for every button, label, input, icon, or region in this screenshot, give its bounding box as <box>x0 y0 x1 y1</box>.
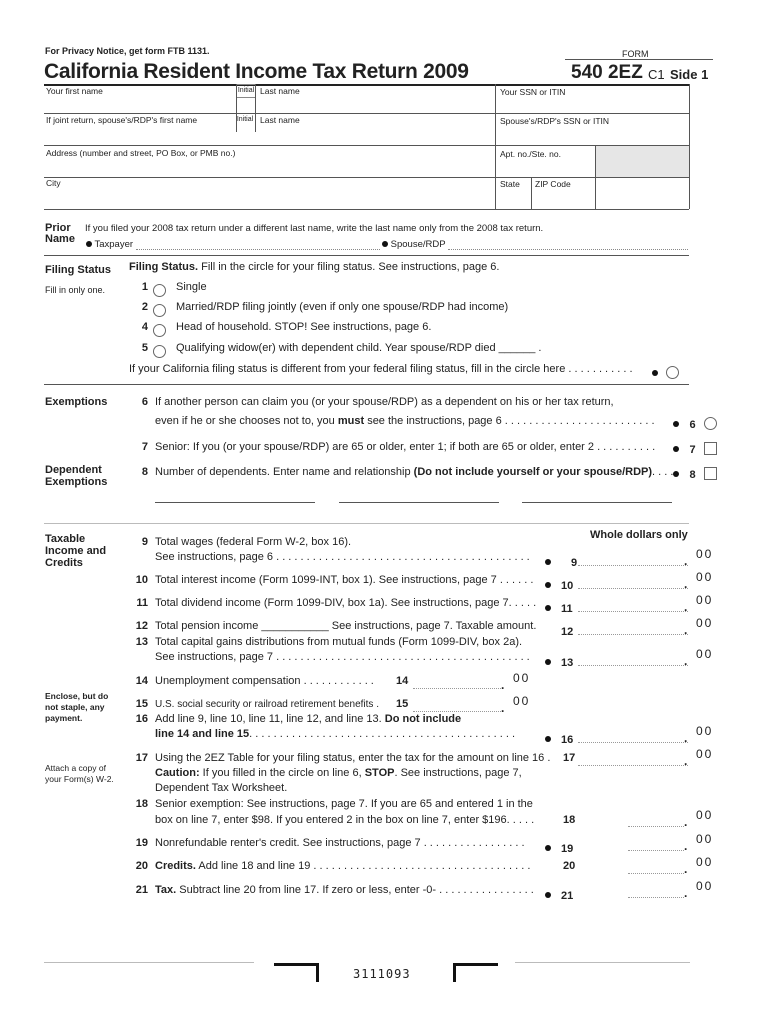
taxable-label: Taxable <box>45 533 86 545</box>
decimal-point: . <box>684 839 688 853</box>
line15-num: 15 <box>135 698 148 710</box>
taxpayer-field[interactable] <box>136 249 380 250</box>
line18-amount[interactable] <box>628 812 684 827</box>
line9-ref-row <box>545 553 577 571</box>
grid-vline <box>689 84 690 209</box>
line8-post: . . . . <box>652 466 674 478</box>
line13-ref-row <box>545 653 573 671</box>
line9b: See instructions, page 6 . . . . . . . . . . . . . . . . . . . . . . . . . . . . . . . . . . . . . . . . . . <box>155 551 530 563</box>
line6-box <box>673 415 717 433</box>
spouse-field[interactable] <box>448 249 688 250</box>
fs-row-1 <box>153 282 166 300</box>
line13b: See instructions, page 7 . . . . . . . . . . . . . . . . . . . . . . . . . . . . . . . . . . . . . . . . . . <box>155 651 530 663</box>
line11-amount[interactable] <box>578 597 688 612</box>
exemptions-label-2: Exemptions <box>45 476 108 488</box>
form-rule <box>565 59 713 60</box>
line13a: Total capital gains distributions from mutual funds (Form 1099-DIV, box 2a). <box>155 636 523 648</box>
bullet-icon <box>545 736 551 742</box>
decimal-point: . <box>684 886 688 900</box>
decimal-point: . <box>501 701 505 715</box>
line7-box <box>673 440 717 458</box>
bullet-icon <box>673 421 679 427</box>
line17-ref: 17 <box>563 752 576 764</box>
decimal-point: . <box>684 731 688 745</box>
fs-diff-radio[interactable] <box>666 366 679 379</box>
line21-amount[interactable] <box>628 883 684 898</box>
first-name-label: Your first name <box>46 86 103 96</box>
fs-row-4 <box>153 322 166 340</box>
attach-line2: your Form(s) W-2. <box>45 774 114 784</box>
fs-text-4: Head of household. STOP! See instructions, page 6. <box>176 321 432 333</box>
fs-radio-1[interactable] <box>153 284 166 297</box>
name-label: Name <box>45 233 75 245</box>
shaded-box <box>596 146 689 177</box>
line15-cents: 00 <box>513 694 531 708</box>
grid-hline <box>44 209 689 210</box>
line6b-pre: even if he or she chooses not to, you <box>155 415 335 427</box>
bullet-icon <box>382 241 388 247</box>
fs-num-5: 5 <box>141 342 148 354</box>
line10-ref-row <box>545 576 573 594</box>
line16-num: 16 <box>135 713 148 725</box>
line16a-pre: Add line 9, line 10, line 11, line 12, and line 13. <box>155 713 382 725</box>
whole-dollars-label: Whole dollars only <box>590 529 688 541</box>
fs-text-5: Qualifying widow(er) with dependent child. Year spouse/RDP died ______ . <box>176 342 542 354</box>
decimal-point: . <box>684 754 688 768</box>
line16a-bold: Do not include <box>384 713 462 725</box>
line19-text: Nonrefundable renter's credit. See instructions, page 7 . . . . . . . . . . . . . . . . . <box>155 837 525 849</box>
line10-num: 10 <box>135 574 148 586</box>
decimal-point: . <box>684 600 688 614</box>
decimal-point: . <box>684 862 688 876</box>
line13-cents: 00 <box>696 647 714 661</box>
enclose-note <box>45 691 108 724</box>
line11-cents: 00 <box>696 593 714 607</box>
state-label: State <box>500 179 520 189</box>
enclose-line3: payment. <box>45 713 83 723</box>
decimal-point: . <box>684 815 688 829</box>
form-side: Side 1 <box>670 67 709 82</box>
grid-vline <box>495 84 496 209</box>
line11-ref-row <box>545 599 573 617</box>
line21-ref-row <box>545 886 573 904</box>
prior-name-instructions: If you filed your 2008 tax return under a different last name, write the last name only from the 2008 tax return. <box>85 223 544 234</box>
prior-spouse-row <box>382 239 446 250</box>
form-code: C1 <box>648 67 665 82</box>
registration-mark-right <box>453 963 498 982</box>
line20-text: Add line 18 and line 19 . . . . . . . . . . . . . . . . . . . . . . . . . . . . . . . . . . . . <box>198 860 531 872</box>
bullet-icon <box>545 582 551 588</box>
fs-radio-5[interactable] <box>153 345 166 358</box>
line16-amount[interactable] <box>578 728 688 743</box>
bullet-icon <box>86 241 92 247</box>
line18b: box on line 7, enter $98. If you entered 2 in the box on line 7, enter $196. . . . . <box>155 814 535 826</box>
fs-federal-diff: If your California filing status is different from your federal filing status, fill in the circle here . . . . . . . . . . . <box>129 363 633 375</box>
address-label: Address (number and street, PO Box, or PMB no.) <box>46 148 236 158</box>
line9-num: 9 <box>141 536 148 548</box>
line12-amount[interactable] <box>578 620 688 635</box>
fill-one-label: Fill in only one. <box>45 285 106 295</box>
line15-text: U.S. social security or railroad retirement benefits . <box>155 699 379 710</box>
line18-cents: 00 <box>696 808 714 822</box>
grid-vline <box>531 177 532 209</box>
footer-rule-right <box>515 962 690 963</box>
line17-cents: 00 <box>696 747 714 761</box>
line14-cents: 00 <box>513 671 531 685</box>
apt-label: Apt. no./Ste. no. <box>500 149 561 159</box>
line11-num: 11 <box>136 597 148 609</box>
line10-text: Total interest income (Form 1099-INT, box 1). See instructions, page 7 . . . . . . <box>155 574 534 586</box>
dependent-field-1[interactable] <box>155 502 315 503</box>
line10-amount[interactable] <box>578 574 688 589</box>
line14-ref: 14 <box>396 675 409 687</box>
bullet-icon <box>545 892 551 898</box>
line6b-bold: must <box>337 415 365 427</box>
title-rule <box>44 84 689 86</box>
bullet-icon <box>545 659 551 665</box>
line10-cents: 00 <box>696 570 714 584</box>
line19-cents: 00 <box>696 832 714 846</box>
attach-note <box>45 763 114 785</box>
line6-ref: 6 <box>689 419 696 431</box>
footer-rule-left <box>44 962 254 963</box>
line12-ref: 12 <box>561 626 574 638</box>
ssn-label: Your SSN or ITIN <box>500 87 566 97</box>
fs-num-2: 2 <box>141 301 148 313</box>
income-and-label: Income and <box>45 545 107 557</box>
fs-text-1: Single <box>176 281 207 293</box>
line12-num: 12 <box>135 620 148 632</box>
line17b-row <box>155 767 522 779</box>
line9-cents: 00 <box>696 547 714 561</box>
fs-heading-bold: Filing Status. <box>129 261 199 273</box>
line15-amount[interactable] <box>413 697 501 712</box>
line15-ref: 15 <box>396 698 409 710</box>
line6-radio[interactable] <box>704 417 717 430</box>
line20-cents: 00 <box>696 855 714 869</box>
fs-row-2 <box>153 302 166 320</box>
line21-row <box>155 884 534 896</box>
filing-status-heading <box>129 261 499 273</box>
bullet-icon <box>545 605 551 611</box>
line16-ref-row <box>545 730 573 748</box>
decimal-point: . <box>684 654 688 668</box>
grid-hline <box>44 113 689 114</box>
privacy-notice: For Privacy Notice, get form FTB 1131. <box>45 46 210 56</box>
line7-ref: 7 <box>689 444 696 456</box>
line17a: Using the 2EZ Table for your filing status, enter the tax for the amount on line 16 . <box>155 752 551 764</box>
spouse-last-label: Last name <box>260 115 300 125</box>
line20-row <box>155 860 530 872</box>
line16b-row <box>155 728 515 740</box>
line17b-post: . See instructions, page 7, <box>394 767 522 779</box>
fs-row-5 <box>153 343 166 361</box>
form-barcode-number: 3111093 <box>353 967 411 981</box>
grid-hline <box>44 384 689 385</box>
line16-ref: 16 <box>561 734 574 746</box>
registration-mark-left <box>274 963 319 982</box>
line8-box <box>673 465 717 483</box>
line12-ref-row <box>545 622 573 640</box>
line17b-bold: Caution: <box>155 767 200 779</box>
line16a-row <box>155 713 461 725</box>
bullet-icon <box>545 559 551 565</box>
line6b-row <box>155 415 655 427</box>
line7-num: 7 <box>141 441 148 453</box>
line17c: Dependent Tax Worksheet. <box>155 782 288 794</box>
line8-input[interactable] <box>704 467 717 480</box>
bullet-icon <box>673 446 679 452</box>
grid-vline <box>255 84 256 132</box>
line7-text: Senior: If you (or your spouse/RDP) are 65 or older, enter 1; if both are 65 or older, enter 2 . . . . . . . . . . <box>155 441 656 453</box>
filing-status-label: Filing Status <box>45 264 111 276</box>
bullet-icon <box>545 845 551 851</box>
line18-ref: 18 <box>563 814 576 826</box>
line8-pre: Number of dependents. Enter name and relationship <box>155 466 411 478</box>
prior-label: Prior <box>45 222 71 234</box>
line18-num: 18 <box>135 798 148 810</box>
line13-amount[interactable] <box>578 651 688 666</box>
dependent-field-3[interactable] <box>522 502 672 503</box>
spouse-ssn-label: Spouse's/RDP's SSN or ITIN <box>500 116 610 126</box>
last-name-label: Last name <box>260 86 300 96</box>
attach-line1: Attach a copy of <box>45 763 106 773</box>
spouse-initial-label: Initial <box>236 116 254 123</box>
line20-num: 20 <box>135 860 148 872</box>
grid-hline <box>44 255 689 256</box>
line6a: If another person can claim you (or your spouse/RDP) as a dependent on his or her tax return, <box>155 396 614 408</box>
fs-text-2: Married/RDP filing jointly (even if only one spouse/RDP had income) <box>176 301 509 313</box>
grid-hline <box>44 145 689 146</box>
line16b-post: . . . . . . . . . . . . . . . . . . . . . . . . . . . . . . . . . . . . . . . . . . . . <box>249 728 516 740</box>
line17-num: 17 <box>135 752 148 764</box>
line9-ref: 9 <box>571 557 578 569</box>
line17-amount[interactable] <box>578 751 688 766</box>
grid-hline <box>44 177 689 178</box>
line20-ref: 20 <box>563 860 576 872</box>
dependent-label: Dependent <box>45 464 102 476</box>
line8-num: 8 <box>141 466 148 478</box>
line9-amount[interactable] <box>578 551 688 566</box>
decimal-point: . <box>684 554 688 568</box>
line8-row <box>155 466 673 478</box>
zip-label: ZIP Code <box>535 179 571 189</box>
line21-cents: 00 <box>696 879 714 893</box>
line21-bold: Tax. <box>155 884 177 896</box>
line8-bold: (Do not include yourself or your spouse/RDP) <box>413 466 653 478</box>
line16-cents: 00 <box>696 724 714 738</box>
line21-text: Subtract line 20 from line 17. If zero or less, enter -0- . . . . . . . . . . . . . . . . <box>179 884 534 896</box>
line16b-bold: line 14 and line 15 <box>155 728 250 740</box>
form-title: California Resident Income Tax Return 2009 <box>44 60 469 83</box>
line13-num: 13 <box>135 636 148 648</box>
line8-ref: 8 <box>689 469 696 481</box>
bullet-icon <box>673 471 679 477</box>
line20-bold: Credits. <box>155 860 196 872</box>
line14-amount[interactable] <box>413 674 501 689</box>
taxpayer-label: Taxpayer <box>94 239 134 250</box>
enclose-line1: Enclose, but do <box>45 691 109 701</box>
grid-hline <box>44 523 689 524</box>
line11-ref: 11 <box>561 603 573 615</box>
credits-label: Credits <box>45 557 83 569</box>
line17b-bold2: STOP <box>364 767 395 779</box>
line7-input[interactable] <box>704 442 717 455</box>
fs-heading-text: Fill in the circle for your filing status. See instructions, page 6. <box>201 261 500 273</box>
decimal-point: . <box>684 623 688 637</box>
line18a: Senior exemption: See instructions, page 7. If you are 65 and entered 1 in the <box>155 798 533 810</box>
form-number: 540 2EZ <box>571 62 643 83</box>
line19-num: 19 <box>135 837 148 849</box>
line17b-mid: If you filled in the circle on line 6, <box>202 767 362 779</box>
fs-num-1: 1 <box>141 281 148 293</box>
exemptions-label: Exemptions <box>45 396 108 408</box>
city-label: City <box>46 178 61 188</box>
line21-num: 21 <box>135 884 148 896</box>
initial-label: Initial <box>236 84 256 98</box>
line21-ref: 21 <box>561 890 574 902</box>
enclose-line2: not staple, any <box>45 702 105 712</box>
decimal-point: . <box>684 577 688 591</box>
line20-amount[interactable] <box>628 859 684 874</box>
decimal-point: . <box>501 678 505 692</box>
form-label: FORM <box>622 49 649 59</box>
line11-text: Total dividend income (Form 1099-DIV, box 1a). See instructions, page 7. . . . . <box>155 597 537 609</box>
line14-num: 14 <box>135 675 148 687</box>
spouse-first-label: If joint return, spouse's/RDP's first name <box>46 115 198 125</box>
line19-ref-row <box>545 839 573 857</box>
line12-text: Total pension income ___________ See instructions, page 7. Taxable amount. <box>155 620 537 632</box>
line6b-post: see the instructions, page 6 . . . . . . . . . . . . . . . . . . . . . . . . . <box>367 415 655 427</box>
spouse-label: Spouse/RDP <box>390 239 446 250</box>
fs-num-4: 4 <box>141 321 148 333</box>
prior-taxpayer-row <box>86 239 133 250</box>
line12-cents: 00 <box>696 616 714 630</box>
line13-ref: 13 <box>561 657 574 669</box>
line19-amount[interactable] <box>628 836 684 851</box>
fs-radio-4[interactable] <box>153 324 166 337</box>
dependent-field-2[interactable] <box>339 502 499 503</box>
line14-text: Unemployment compensation . . . . . . . . . . . . <box>155 675 374 687</box>
bullet-icon <box>652 370 658 376</box>
line6-num: 6 <box>141 396 148 408</box>
fs-radio-2[interactable] <box>153 304 166 317</box>
line9a: Total wages (federal Form W-2, box 16). <box>155 536 352 548</box>
line19-ref: 19 <box>561 843 574 855</box>
line10-ref: 10 <box>561 580 574 592</box>
fs-diff-row <box>652 364 679 382</box>
